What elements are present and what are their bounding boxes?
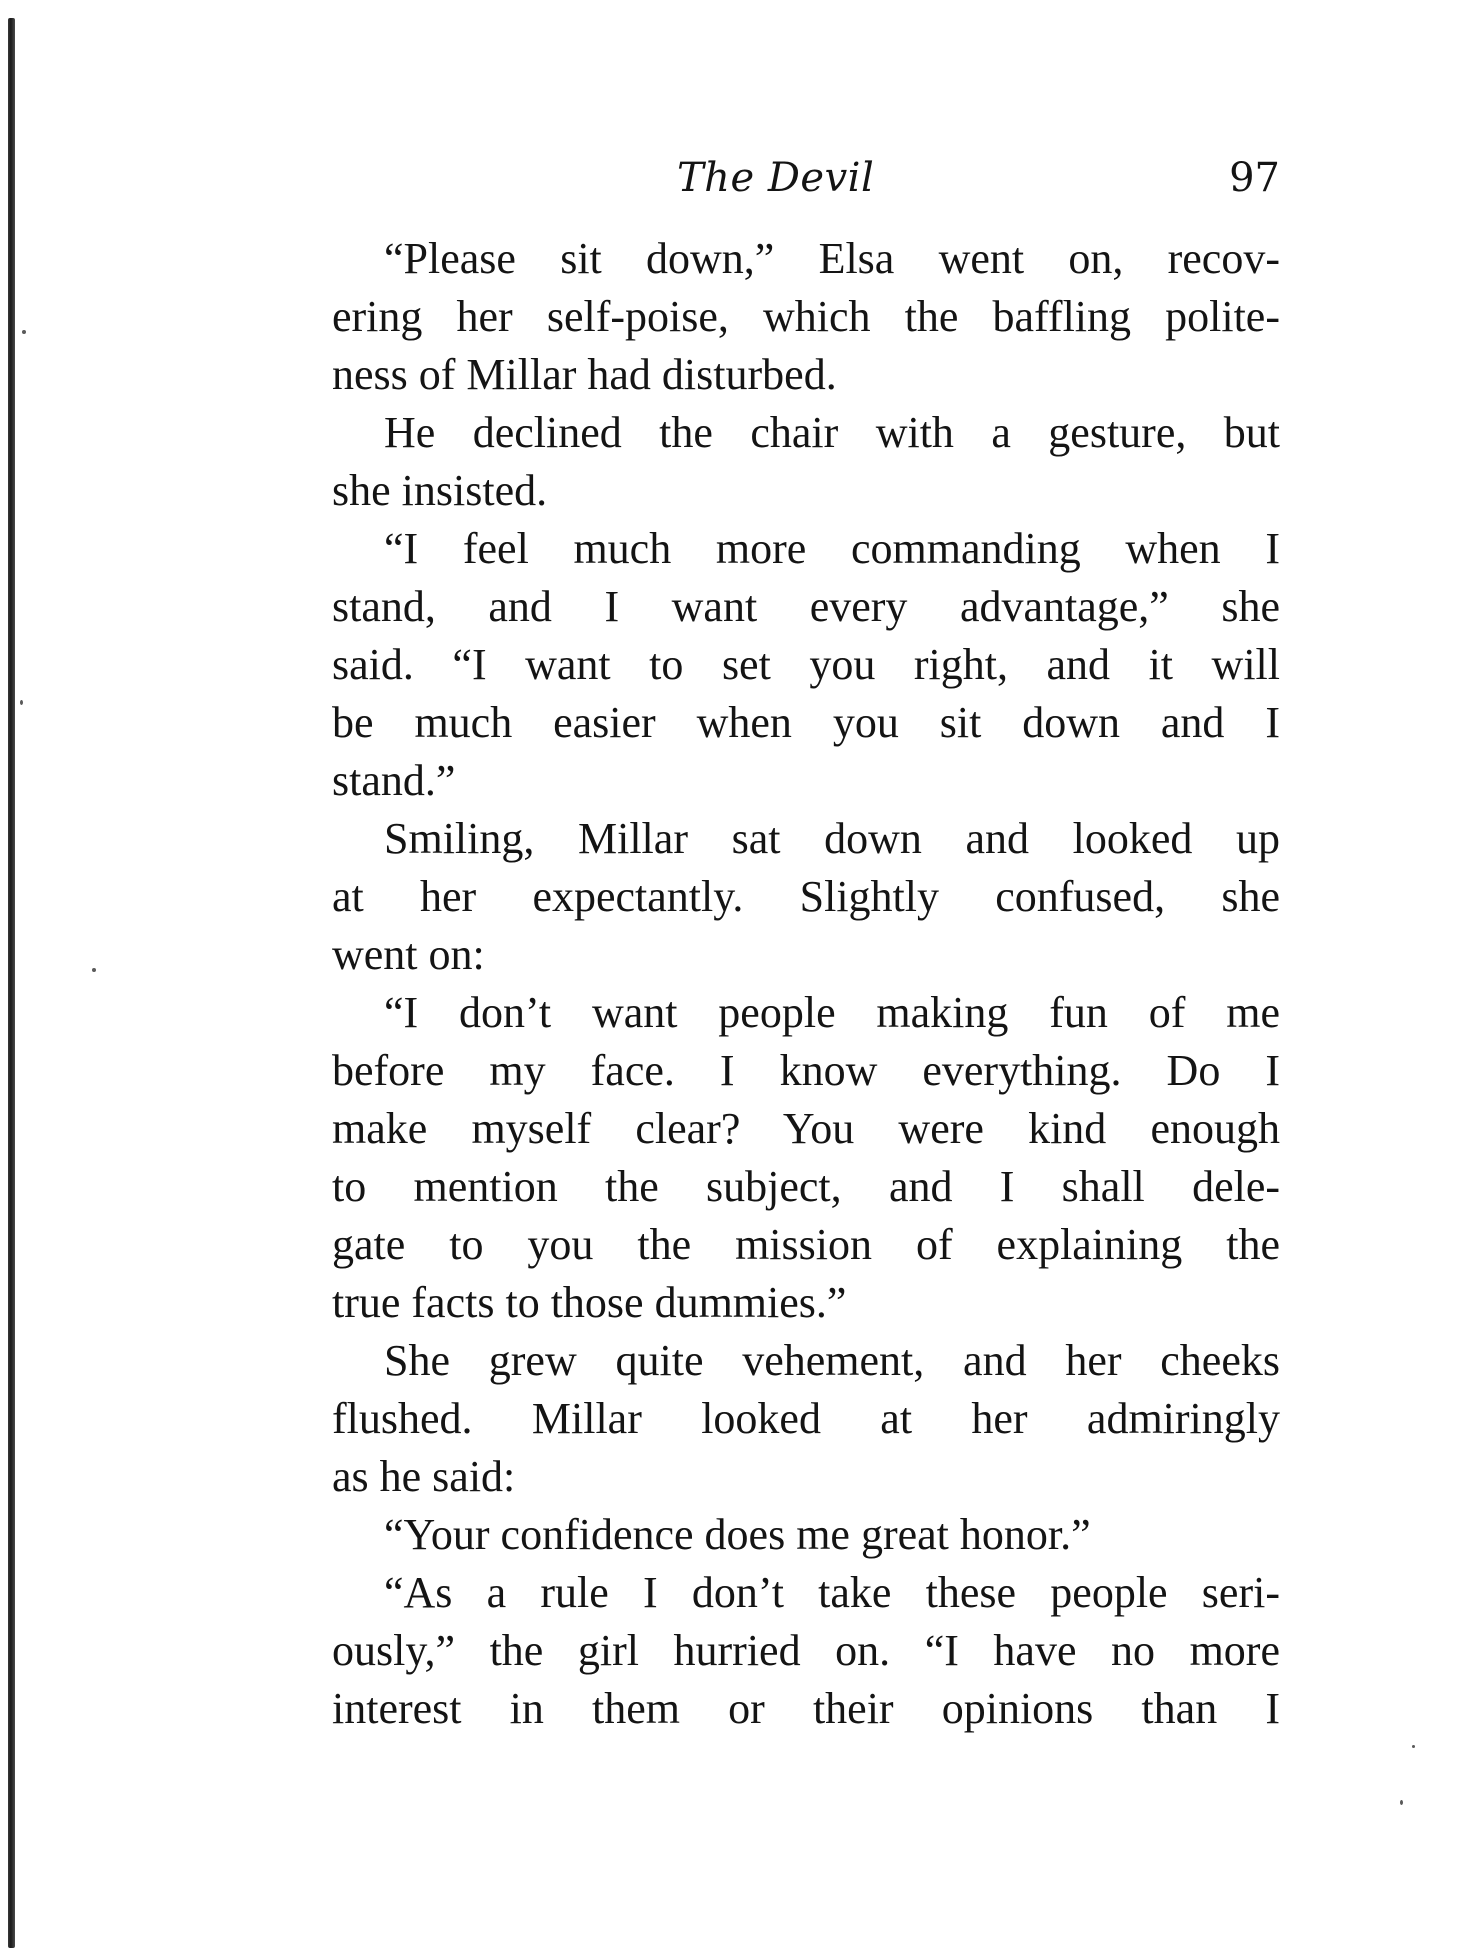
running-head — [332, 150, 1280, 210]
scan-speck — [22, 330, 26, 334]
text-line: She grew quite vehement, and her cheeks — [384, 1336, 1280, 1385]
text-line: flushed. Millar looked at her admiringly — [332, 1394, 1280, 1443]
text-line: “Your confidence does me great honor.” — [384, 1510, 1091, 1559]
text-line: stand.” — [332, 756, 456, 805]
text-line: He declined the chair with a gesture, but — [384, 408, 1280, 457]
scan-speck — [92, 968, 96, 972]
text-line: Smiling, Millar sat down and looked up — [384, 814, 1280, 863]
text-line: “Please sit down,” Elsa went on, recov- — [384, 234, 1280, 283]
text-line: “I don’t want people making fun of me — [384, 988, 1280, 1037]
body-text — [332, 230, 1280, 1738]
text-line: be much easier when you sit down and I — [332, 698, 1280, 747]
text-line: went on: — [332, 930, 485, 979]
scan-speck — [1400, 1800, 1403, 1805]
text-line: at her expectantly. Slightly confused, she — [332, 872, 1280, 921]
text-line: gate to you the mission of explaining the — [332, 1220, 1280, 1269]
text-line: to mention the subject, and I shall dele- — [332, 1162, 1280, 1211]
text-line: make myself clear? You were kind enough — [332, 1104, 1280, 1153]
text-line: ness of Millar had disturbed. — [332, 350, 837, 399]
text-line: “I feel much more commanding when I — [384, 524, 1280, 573]
text-line: as he said: — [332, 1452, 516, 1501]
text-line: true facts to those dummies.” — [332, 1278, 847, 1327]
text-line: said. “I want to set you right, and it will — [332, 640, 1280, 689]
page-binding-edge — [8, 18, 15, 1948]
page-number: 97 — [1229, 155, 1280, 201]
text-line: before my face. I know everything. Do I — [332, 1046, 1280, 1095]
text-line: she insisted. — [332, 466, 548, 515]
text-line: ering her self-poise, which the baffling polite- — [332, 292, 1280, 341]
text-line: stand, and I want every advantage,” she — [332, 582, 1280, 631]
text-line: ously,” the girl hurried on. “I have no more — [332, 1626, 1280, 1675]
scan-speck — [1412, 1745, 1415, 1748]
running-title: The Devil — [677, 155, 875, 201]
scan-speck — [20, 700, 23, 705]
text-line: “As a rule I don’t take these people seri- — [384, 1568, 1280, 1617]
text-line: interest in them or their opinions than I — [332, 1684, 1280, 1733]
